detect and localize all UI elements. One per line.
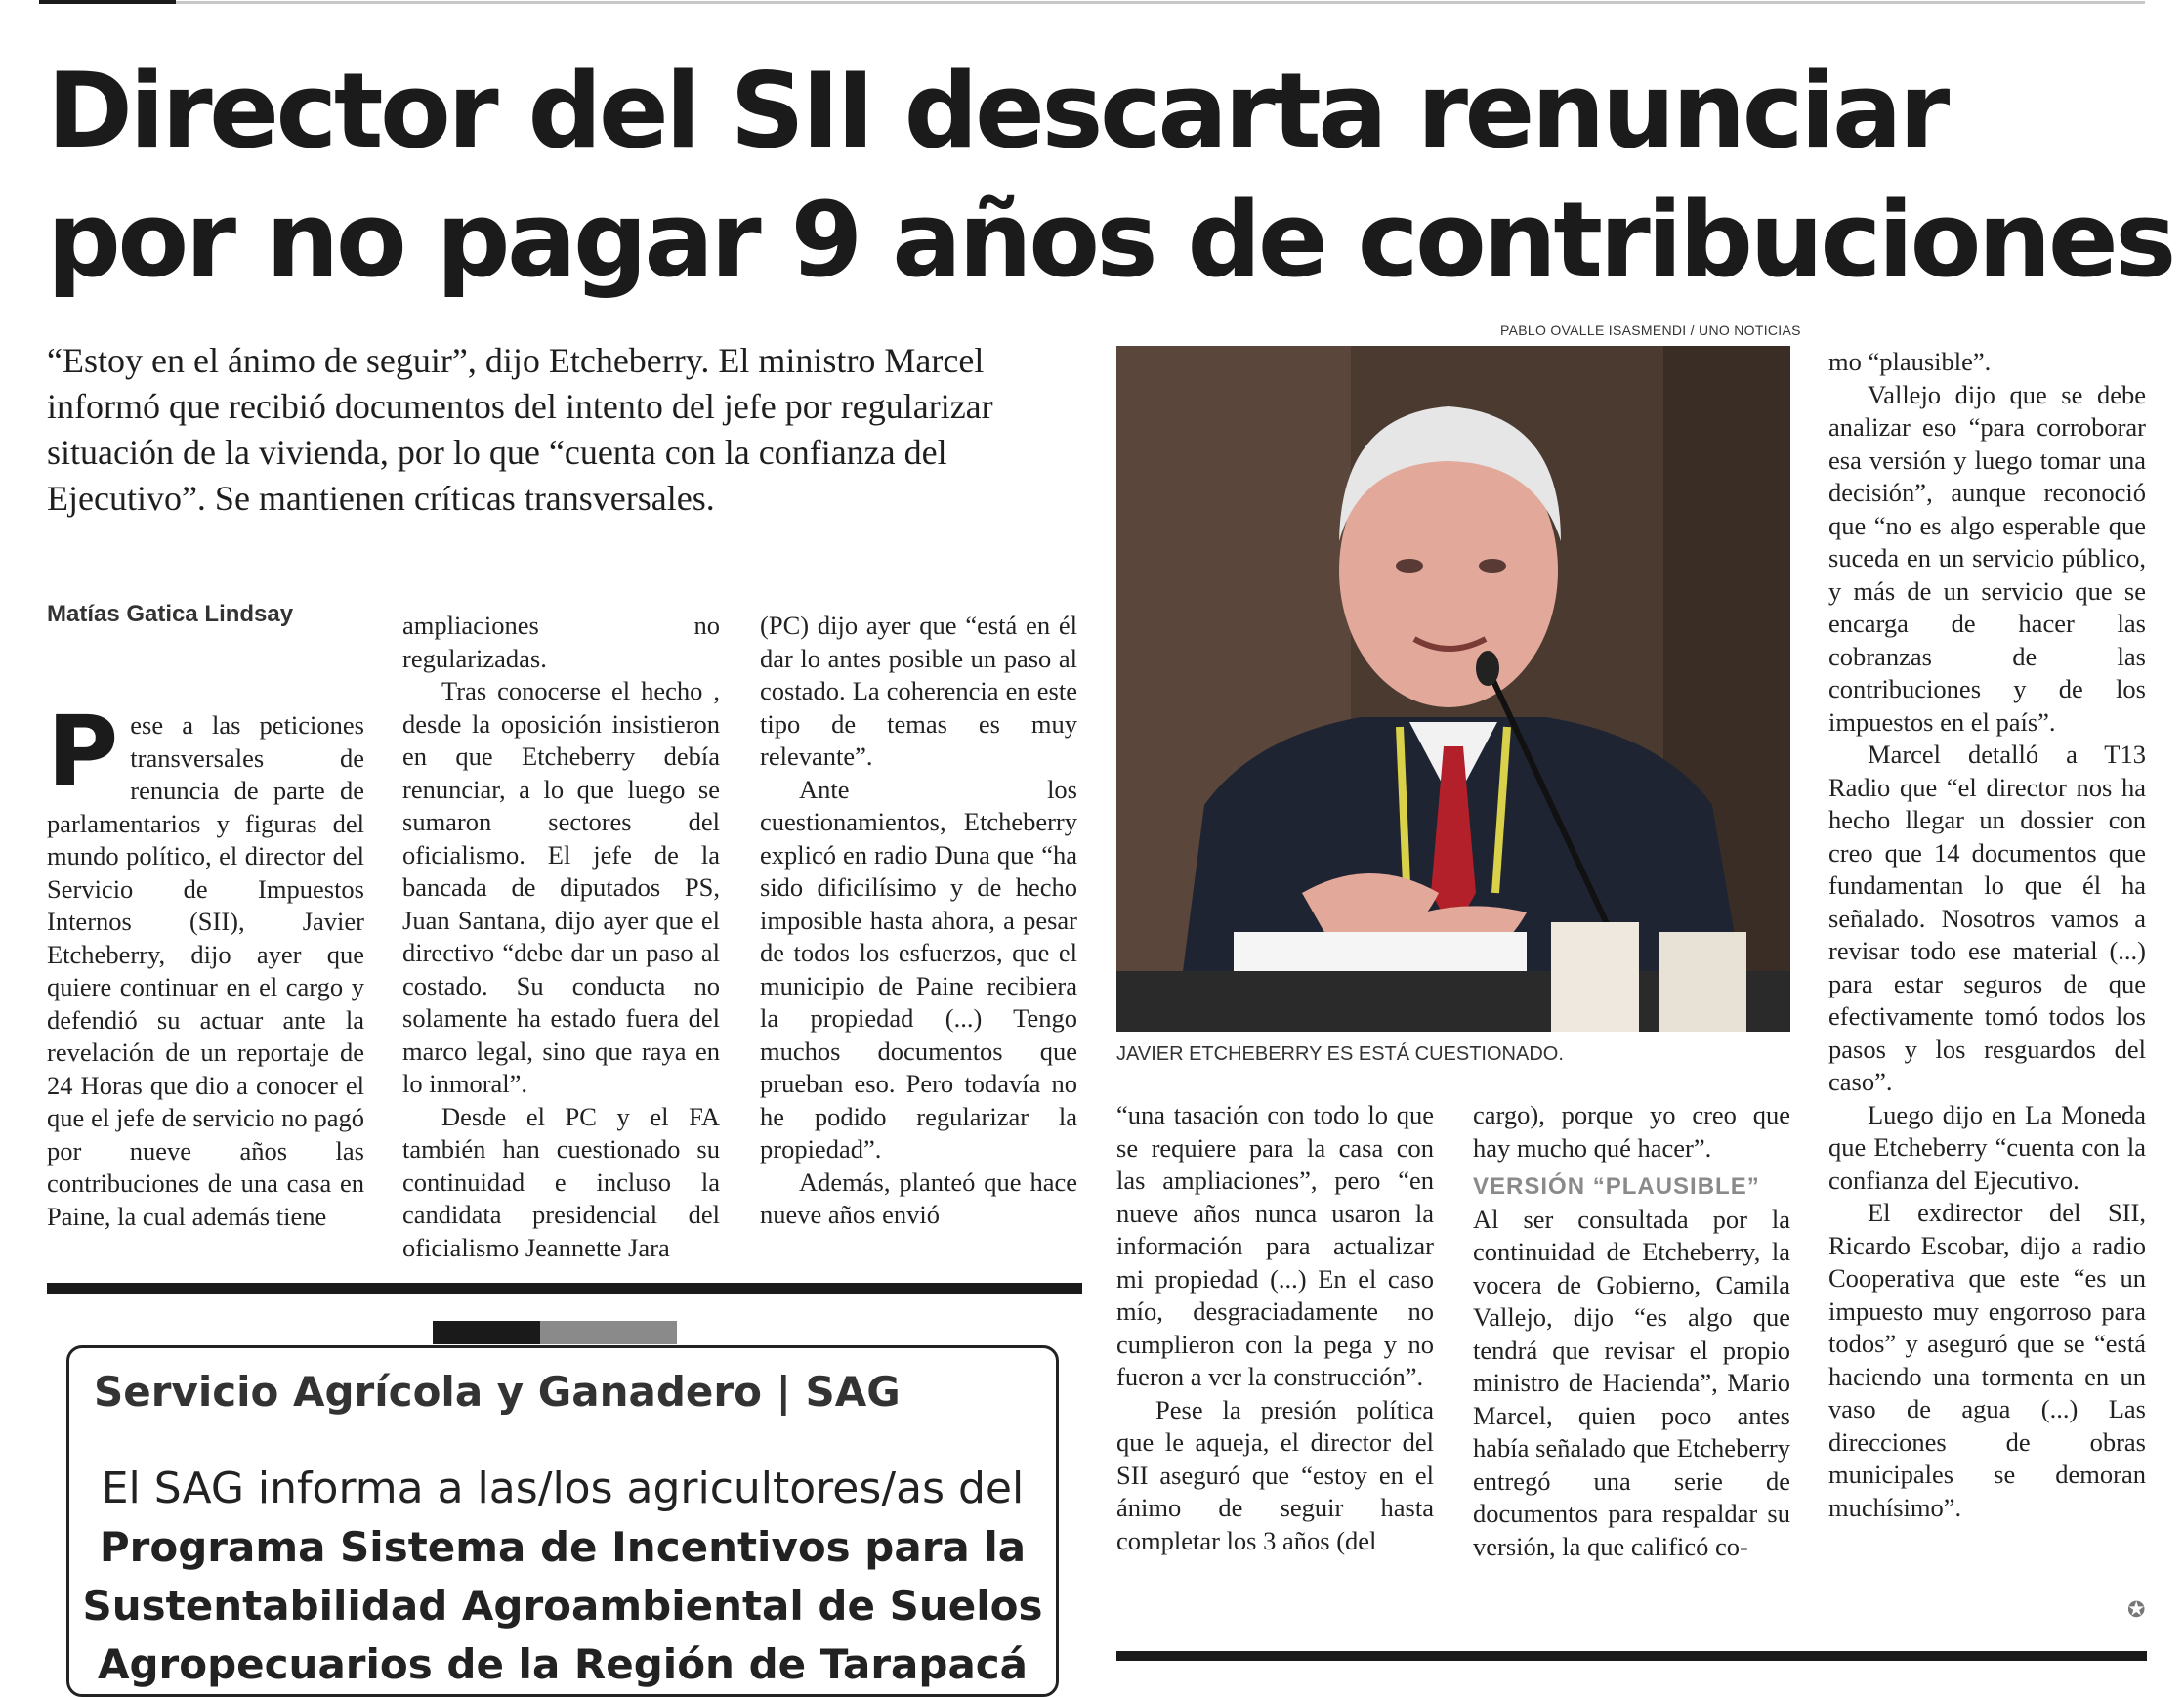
article-column-6 [1828,346,2146,1524]
ad-tab-dark [433,1321,540,1344]
body-paragraph: El exdirector del SII, Ricardo Escobar, dijo a radio Cooperativa que este “es un impuesto muy engorroso para todos” y aseguró que se “está haciendo una tormenta en un vaso de agua (...) Las direcciones de obras municipales se demoran muchísimo”. [1828,1198,2146,1522]
top-bar-accent [39,0,176,4]
top-rule [176,1,2145,4]
body-paragraph: Al ser consultada por la continuidad de Etcheberry, la vocera de Gobierno, Camila Vallejo, dijo “es algo que tendrá que revisar el propio ministro de Hacienda”, Mario Marcel, quien poco antes había señalado que Etcheberry entregó una serie de documentos para respaldar su versión, la que calificó co- [1473,1204,1790,1561]
body-paragraph [47,695,364,1233]
body-paragraph: Además, planteó que hace nueve años envió [760,1167,1077,1229]
photo-caption: JAVIER ETCHEBERRY ES ESTÁ CUESTIONADO. [1116,1043,1564,1065]
ad-tab-grey [540,1321,677,1344]
article-column-5 [1473,1099,1790,1563]
body-paragraph: Desde el PC y el FA también han cuestionado su continuidad e incluso la candidata presidencial del oficialismo Jeannette Jara [402,1101,720,1262]
ad-intro: El SAG informa a las/los agricultores/as del [101,1464,1025,1513]
ad-body [66,1460,1059,1694]
ad-bold-line: Sustentabilidad Agroambiental de Suelos [82,1582,1043,1630]
ad-bold-line: Agropecuarios de la Región de Tarapacá [97,1640,1029,1688]
end-of-article-icon: ✪ [2127,1598,2146,1623]
ad-separator-rule [47,1283,1082,1294]
body-text: ese a las peticiones transversales de renuncia de parte de parlamentarios y figuras del mundo político, el director del Servicio de Impuestos Internos (SII), Javier Etcheberry, dijo ayer que quiere continuar en el cargo y defendió su actuar ante la revelación de un reportaje de 24 Horas que dio a conocer el que el jefe de servicio no pagó por nueve años las contribuciones de una casa en Paine, la cual además tiene [47,710,364,1231]
body-paragraph: Pese la presión política que le aqueja, el director del SII aseguró que “estoy en el ánimo de seguir hasta completar los 3 años (del [1116,1394,1434,1555]
body-paragraph: (PC) dijo ayer que “está en él dar lo antes posible un paso al costado. La coherencia en este tipo de temas es muy relevante”. [760,611,1077,771]
article-column-3 [760,610,1077,1232]
photo-credit: PABLO OVALLE ISASMENDI / UNO NOTICIAS [1500,322,1801,338]
article-column-4 [1116,1099,1434,1557]
article-column-1 [47,695,364,1233]
photo-illustration [1116,346,1790,1032]
dek: “Estoy en el ánimo de seguir”, dijo Etcheberry. El ministro Marcel informó que recibió documentos del intento del jefe por regularizar situación de la vivienda, por lo que “cuenta con la confianza del Ejecutivo”. Se mantienen críticas transversales. [47,341,993,518]
byline: Matías Gatica Lindsay [47,601,294,627]
body-paragraph: Marcel detalló a T13 Radio que “el director nos ha hecho llegar un dossier con creo que 14 documentos que fundamentan lo que él ha señalado. Nosotros vamos a revisar todo ese material (...) para estar seguros de que efectivamente tomó todos los pasos y los resguardos del caso”. [1828,740,2146,1096]
bottom-rule [1116,1651,2147,1661]
body-paragraph: Tras conocerse el hecho , desde la oposición insistieron en que Etcheberry debía renunciar, a lo que luego se sumaron sectores del oficialismo. El jefe de la bancada de diputados PS, Juan Santana, dijo ayer que el directivo “debe dar un paso al costado. Su conducta no solamente ha estado fuera del marco legal, sino que raya en lo inmoral”. [402,676,720,1098]
headline [47,47,2173,305]
ad-title: Servicio Agrícola y Ganadero | SAG [94,1368,901,1416]
body-paragraph: Ante los cuestionamientos, Etcheberry explicó en radio Duna que “ha sido dificilísimo y de hecho imposible hasta ahora, a pesar de todos los esfuerzos, que el municipio de Paine recibiera la propiedad (...) Tengo muchos documentos que prueban eso. Pero todavía no he podido regularizar la propiedad”. [760,774,1077,1164]
ad-bold-line: Programa Sistema de Incentivos para la [99,1523,1027,1571]
body-paragraph: ampliaciones no regularizadas. [402,611,720,673]
body-paragraph: Vallejo dijo que se debe analizar eso “para corroborar esa versión y luego tomar una decisión”, aunque reconoció que “no es algo esperable que suceda en un servicio público, y más de un servicio que se encarga de hacer las cobranzas de las contribuciones y de los impuestos en el país”. [1828,379,2146,737]
drop-cap: P [47,695,119,809]
body-paragraph: mo “plausible”. [1828,347,1992,376]
body-paragraph: “una tasación con todo lo que se requiere para la casa con las ampliaciones”, pero “en nueve años nunca usaron la información para actualizar mi propiedad (...) En el caso mío, desgraciadamente no cumplieron con la pega y no fueron a ver la construcción”. [1116,1100,1434,1391]
article-column-2 [402,610,720,1264]
body-paragraph: Luego dijo en La Moneda que Etcheberry “cuenta con la confianza del Ejecutivo. [1828,1099,2146,1195]
headline-line-1: Director del SII descarta renunciar [47,51,1947,171]
article-photo [1116,346,1790,1032]
body-paragraph: cargo), porque yo creo que hay mucho qué hacer”. [1473,1100,1790,1163]
section-subhead: VERSIÓN “PLAUSIBLE” [1473,1173,1760,1200]
headline-line-2: por no pagar 9 años de contribuciones [47,180,2173,300]
